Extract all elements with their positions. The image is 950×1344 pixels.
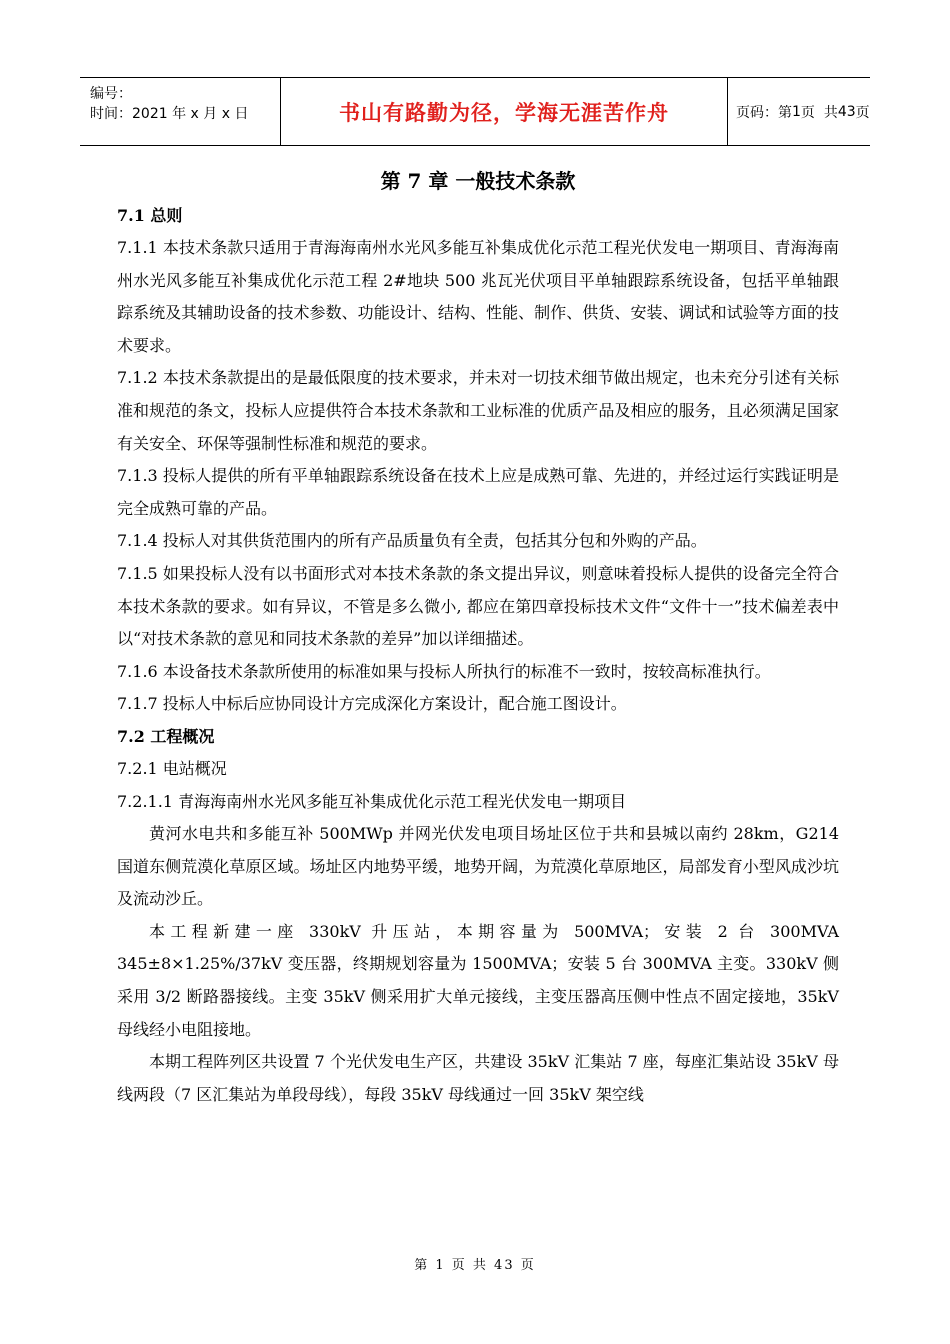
clause-7-1-2: 7.1.2 本技术条款提出的是最低限度的技术要求，并未对一切技术细节做出规定，也未充分引述有关标准和规范的条文，投标人应提供符合本技术条款和工业标准的优质产品及相应的服务，且必须满足国家有关安全、环保等强制性标准和规范的要求。 xyxy=(117,368,839,453)
page-mid: 页 共 xyxy=(800,104,838,121)
paragraph-substation: 本工程新建一座 330kV 升压站，本期容量为 500MVA；安装 2 台 300MVA 345±8×1.25%/37kV 变压器，终期规划容量为 1500MVA；安装 5 台 300MVA 主变。330kV 侧采用 3/2 断路器接线。主变 35kV 侧采用扩大单元接线，主变压器高压侧中性点不固定接地，35kV 母线经小电阻接地。 xyxy=(117,921,839,1039)
paragraph-array-area: 本期工程阵列区共设置 7 个光伏发电生产区，共建设 35kV 汇集站 7 座，每座汇集站设 35kV 母线两段（7 区汇集站为单段母线），每段 35kV 母线通过一回 35kV 架空线 xyxy=(117,1052,839,1104)
page-total: 43 xyxy=(837,103,856,120)
clause-7-1-4: 7.1.4 投标人对其供货范围内的所有产品质量负有全责，包括其分包和外购的产品。 xyxy=(117,531,707,551)
chapter-title: 第 7 章 一般技术条款 xyxy=(380,169,576,193)
section-7-1-heading: 7.1 总则 xyxy=(117,206,183,225)
clause-7-1-3: 7.1.3 投标人提供的所有平单轴跟踪系统设备在技术上应是成熟可靠、先进的，并经过运行实践证明是完全成熟可靠的产品。 xyxy=(117,466,839,518)
paragraph-site-location: 黄河水电共和多能互补 500MWp 并网光伏发电项目场址区位于共和县城以南约 28km，G214 国道东侧荒漠化草原区域。场址区内地势平缓，地势开阔，为荒漠化草原地区，局部发育小型风成沙坑及流动沙丘。 xyxy=(117,824,839,909)
page-number: 1 xyxy=(792,103,801,120)
document-number-label: 编号： xyxy=(90,86,132,102)
header-motto: 书山有路勤为径，学海无涯苦作舟 xyxy=(339,99,669,125)
header-motto-cell xyxy=(280,78,728,145)
document-body xyxy=(117,162,839,1111)
clause-7-1-6: 7.1.6 本设备技术条款所使用的标准如果与投标人所执行的标准不一致时，按较高标准执行。 xyxy=(117,661,771,681)
header-page-info xyxy=(736,78,870,145)
document-time-label: 时间：2021 年 x 月 x 日 xyxy=(90,106,249,122)
page-suffix: 页 xyxy=(855,104,870,121)
page-footer: 第 1 页 共 43 页 xyxy=(414,1258,536,1273)
clause-7-1-1: 7.1.1 本技术条款只适用于青海海南州水光风多能互补集成优化示范工程光伏发电一期项目、青海海南州水光风多能互补集成优化示范工程 2#地块 500 兆瓦光伏项目平单轴跟踪系统设备，包括平单轴跟踪系统及其辅助设备的技术参数、功能设计、结构、性能、制作、供货、安装、调试和试验等方面的技术要求。 xyxy=(117,238,839,355)
clause-7-1-7: 7.1.7 投标人中标后应协同设计方完成深化方案设计，配合施工图设计。 xyxy=(117,694,627,714)
page-header xyxy=(80,77,870,146)
header-meta xyxy=(90,84,290,124)
clause-7-1-5: 7.1.5 如果投标人没有以书面形式对本技术条款的条文提出异议，则意味着投标人提供的设备完全符合本技术条款的要求。如有异议，不管是多么微小, 都应在第四章投标技术文件“文件十一”技术偏差表中以“对技术条款的意见和同技术条款的差异”加以详细描述。 xyxy=(117,563,839,649)
subsection-7-2-1: 7.2.1 电站概况 xyxy=(117,758,227,778)
subsection-7-2-1-1: 7.2.1.1 青海海南州水光风多能互补集成优化示范工程光伏发电一期项目 xyxy=(117,791,627,811)
page-prefix: 页码：第 xyxy=(736,104,792,121)
section-7-2-heading: 7.2 工程概况 xyxy=(117,726,215,746)
